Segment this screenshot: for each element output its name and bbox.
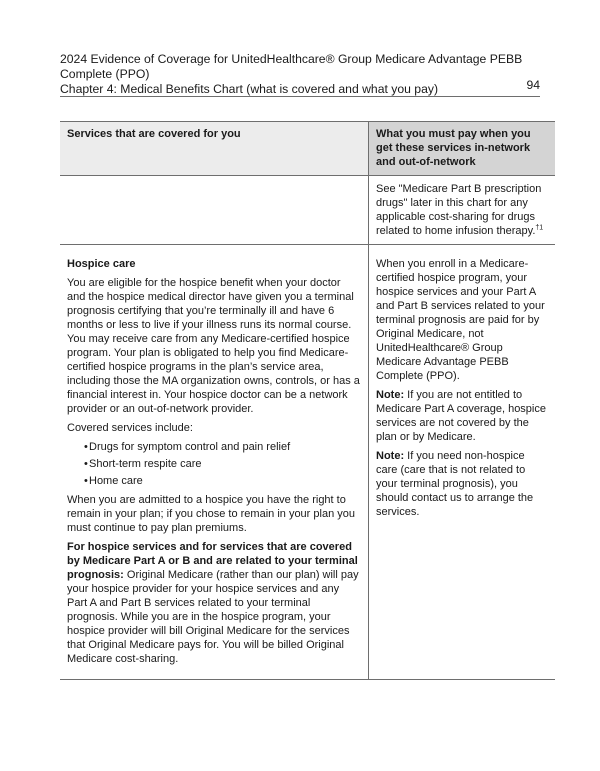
note-label: Note: (376, 389, 405, 401)
note-label: Note: (376, 450, 405, 462)
hospice-billing-lead: For hospice services and for services that are covered by Medicare Part A or B and are related to your terminal prognosis: (67, 541, 358, 581)
medical-benefits-table (60, 121, 555, 680)
hospice-services-cell (60, 245, 369, 680)
table-row-hospice-care (60, 245, 555, 680)
list-item (84, 474, 361, 488)
covered-services-label: Covered services include: (67, 422, 193, 434)
document-title: 2024 Evidence of Coverage for UnitedHealthcare® Group Medicare Advantage PEBB Complete (PPO) (60, 52, 523, 81)
bullet-icon: • (84, 441, 88, 453)
footnote-marker: †1 (535, 224, 544, 232)
column-header-what-you-pay: What you must pay when you get these services in-network and out-of-network (369, 122, 556, 176)
list-item-text: Home care (89, 475, 143, 487)
list-item-text: Drugs for symptom control and pain relief (89, 441, 291, 453)
page-header (60, 52, 540, 97)
note-text: If you need non-hospice care (care that is not related to your terminal prognosis), you should contact us to arrange the services. (376, 450, 534, 518)
hospice-eligibility-paragraph: You are eligible for the hospice benefit when your doctor and the hospice medical director have given you a terminal prognosis certifying that you’re terminally ill and have 6 months or less to live if your illness runs its normal course. You may receive care from any Medicare-certified hospice program. Your plan is obligated to help you find Medicare-certified hospice programs in the plan’s service area, including those the MA organization owns, controls, or has a financial interest in. Your hospice doctor can be a network provider or an out-of-network provider. (67, 277, 360, 415)
chapter-title: Chapter 4: Medical Benefits Chart (what is covered and what you pay) (60, 82, 439, 96)
note-text: If you are not entitled to Medicare Part A coverage, hospice services are not covered by the plan or by Medicare. (376, 389, 546, 443)
hospice-billing-paragraph (67, 540, 361, 666)
covered-services-list (67, 440, 361, 488)
hospice-note-part-a (376, 388, 548, 444)
list-item (84, 457, 361, 471)
page-number: 94 (526, 78, 540, 92)
continued-right-cell (369, 176, 556, 245)
hospice-cost-paragraph: When you enroll in a Medicare-certified hospice program, your hospice services and your Part A and Part B services related to your terminal prognosis are paid for by Original Medicare, not UnitedHealthcare® Group Medicare Advantage PEBB Complete (PPO). (376, 258, 545, 382)
header-divider (60, 96, 540, 97)
hospice-care-title: Hospice care (67, 258, 136, 270)
hospice-billing-text: Original Medicare (rather than our plan) will pay your hospice provider for your hospice services and any Part A and Part B services related to your terminal prognosis. While you are in the hospice program, your hospice provider will bill Original Medicare for the services that Original Medicare pays for. You will be billed Original Medicare cost-sharing. (67, 569, 359, 665)
continued-cost-text: See "Medicare Part B prescription drugs" later in this chart for any applicable cost-sharing for drugs related to home infusion therapy. (376, 183, 542, 237)
table-row-continued (60, 176, 555, 245)
hospice-premium-paragraph: When you are admitted to a hospice you have the right to remain in your plan; if you chose to remain in your plan you must continue to pay plan premiums. (67, 494, 355, 534)
table-header-row (60, 122, 555, 176)
bullet-icon: • (84, 475, 88, 487)
hospice-note-non-hospice (376, 449, 548, 519)
hospice-cost-cell (369, 245, 556, 680)
bullet-icon: • (84, 458, 88, 470)
continued-left-cell (60, 176, 369, 245)
column-header-services: Services that are covered for you (60, 122, 369, 176)
list-item-text: Short-term respite care (89, 458, 202, 470)
list-item (84, 440, 361, 454)
